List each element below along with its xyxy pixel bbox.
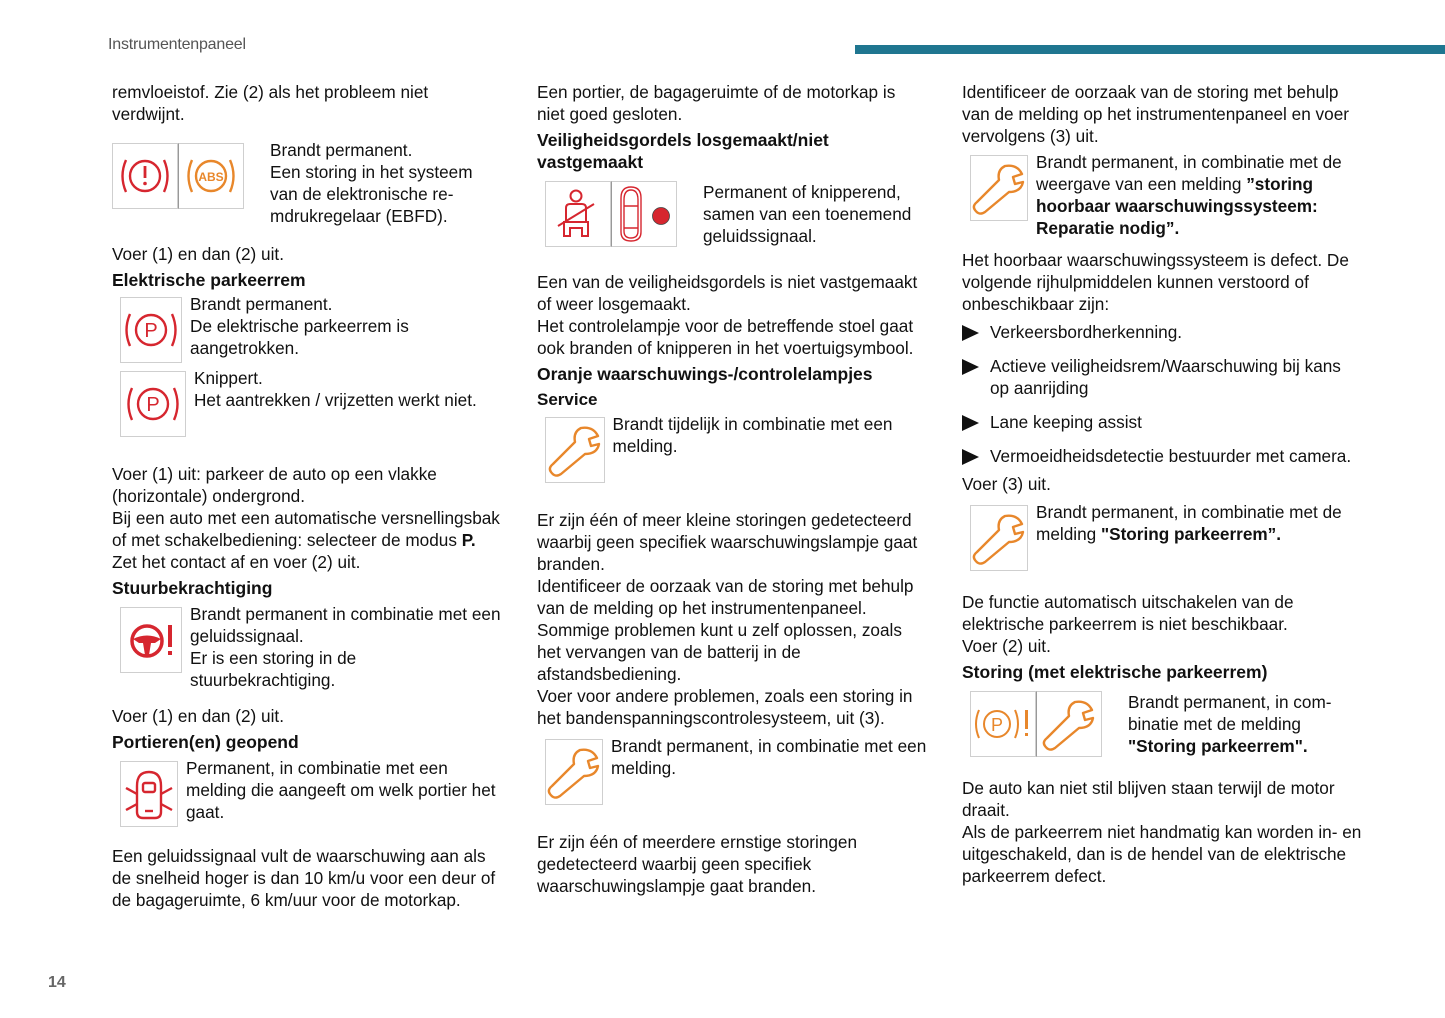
paragraph: Er zijn één of meerdere ernstige storingen gedetecteerd waarbij geen specifiek waarschuwingslampje gaat branden. [537,832,858,896]
wrench-icon [970,505,1028,571]
entry-description: Brandt tijdelijk in combinatie met een melding. [612,414,893,456]
list-item [962,445,1362,467]
paragraph: De functie automatisch uitschakelen van de elektrische parkeerrem is niet beschikbaar. [962,592,1294,634]
heading-service: Service [537,390,598,409]
paragraph: Er zijn één of meer kleine storingen gedetecteerd waarbij geen specifiek waarschuwingslampje gaat branden. [537,510,918,574]
svg-text:P: P [144,320,158,342]
bullet-triangle-icon [962,415,979,431]
entry-description: Het aantrekken / vrijzetten werkt niet. [194,390,477,410]
seatbelt-icon [545,181,611,247]
list-item-text: Vermoeidheidsdetectie bestuurder met camera. [990,446,1352,466]
paragraph: Als de parkeerrem niet handmatig kan worden in- en uitgeschakeld, dan is de hendel van de elektrische parkeerrem defect. [962,822,1362,886]
door-open-icon [120,761,178,827]
entry-status: Brandt permanent in combinatie met een geluidssignaal. [190,604,501,646]
parking-brake-fault-icon [970,691,1036,757]
entry-status: Knippert. [194,368,263,388]
entry-description: Brandt permanent, in combinatie met een melding. [611,736,927,778]
paragraph: Het hoorbaar waarschuwingssysteem is defect. De volgende rijhulpmiddelen kunnen verstoord of onbeschikbaar zijn: [962,250,1349,314]
warning-entry-service-temp [545,414,927,483]
bullet-triangle-icon [962,449,979,465]
paragraph: Voer (2) uit. [962,636,1051,656]
warning-entry-steering [120,604,502,691]
entry-description: Brandt permanent, in combinatie met de melding [1036,502,1342,544]
column-2 [537,81,927,901]
header-accent-bar [855,45,1445,54]
wrench-icon [970,155,1028,221]
paragraph: Zet het contact af en voer (2) uit. [112,552,361,572]
entry-description: De elektrische parkeerrem is aangetrokken. [190,316,409,358]
paragraph: De auto kan niet stil blijven staan terwijl de motor draait. [962,778,1335,820]
parking-brake-icon [120,371,186,437]
message-text: "Storing parkeerrem". [1128,736,1308,756]
entry-status: Brandt permanent. [190,294,333,314]
steering-warning-icon [120,607,182,673]
warning-entry-parking-on [120,294,502,363]
paragraph [112,507,502,551]
warning-entry-parking-blink [120,368,502,437]
paragraph: Een geluidssignaal vult de waarschuwing aan als de snelheid hoger is dan 10 km/u voor een deur of de bagageruimte, 6 km/uur voor de motorkap. [112,846,496,910]
svg-text:P: P [146,394,160,416]
paragraph: Een portier, de bagageruimte of de motorkap is niet goed gesloten. [537,82,896,124]
entry-status: Brandt permanent. [270,140,413,160]
parking-brake-icon [120,297,182,363]
entry-description: Een storing in het systeem van de elektronische re-mdrukregelaar (EBFD). [270,162,473,226]
entry-description: Permanent of knipperend, samen van een toenemend geluidssignaal. [703,182,912,246]
wrench-icon [545,739,603,805]
paragraph: Voer (1) en dan (2) uit. [112,244,284,264]
message-text: "Storing parkeerrem”. [1100,524,1282,544]
paragraph: Het controlelampje voor de betreffende stoel gaat ook branden of knipperen in het voertuigsymbool. [537,316,914,358]
bullet-triangle-icon [962,325,979,341]
warning-entry-doors [120,758,502,827]
warning-entry-service-perm [545,736,927,805]
affected-systems-list [962,321,1362,467]
warning-entry-electric-parkbrake-fault [970,691,1362,757]
list-item [962,411,1362,433]
paragraph: Voer voor andere problemen, zoals een storing in het bandenspanningscontrolesysteem, uit (3). [537,686,913,728]
section-title: Instrumentenpaneel [108,36,246,53]
heading-seatbelts: Veiligheidsgordels losgemaakt/niet vastgemaakt [537,130,829,172]
paragraph: Voer (3) uit. [962,474,1051,494]
list-item-text: Actieve veiligheidsrem/Waarschuwing bij kans op aanrijding [990,356,1341,398]
abs-icon [178,143,244,209]
text: Bij een auto met een automatische versnellingsbak of met schakelbediening: selecteer de modus [112,508,500,550]
paragraph: Identificeer de oorzaak van de storing met behulp van de melding op het instrumentenpaneel. [537,576,914,618]
entry-description: Brandt permanent, in com-binatie met de melding [1128,692,1332,734]
column-3 [962,81,1362,891]
list-item-text: Verkeersbordherkenning. [990,322,1183,342]
heading-parking-brake: Elektrische parkeerrem [112,270,306,290]
warning-entry-seatbelts [545,181,927,247]
paragraph: Identificeer de oorzaak van de storing met behulp van de melding op het instrumentenpaneel en voer vervolgens (3) uit. [962,82,1349,146]
list-item [962,321,1362,343]
svg-text:P: P [990,715,1004,735]
text-bold: P. [461,530,476,550]
warning-entry-ebfd [112,140,502,227]
warning-entry-parkbrake-fault [970,502,1362,571]
brake-warning-icon [112,143,178,209]
paragraph: remvloeistof. Zie (2) als het probleem niet verdwijnt. [112,82,429,124]
warning-entry-acoustic [970,152,1362,239]
wrench-icon [545,417,605,483]
heading-doors: Portieren(en) geopend [112,732,299,752]
heading-steering: Stuurbekrachtiging [112,578,273,598]
page-number: 14 [48,974,66,991]
list-item-text: Lane keeping assist [990,412,1142,432]
vehicle-seat-indicator-icon [611,181,677,247]
paragraph: Een van de veiligheidsgordels is niet vastgemaakt of weer losgemaakt. [537,272,918,314]
list-item [962,355,1362,399]
svg-text:ABS: ABS [198,170,224,184]
message-text: ”storing hoorbaar waarschuwingssysteem: Reparatie nodig”. [1036,174,1318,238]
entry-description: Er is een storing in de stuurbekrachtiging. [190,648,357,690]
paragraph: Voer (1) en dan (2) uit. [112,706,284,726]
paragraph: Voer (1) uit: parkeer de auto op een vlakke (horizontale) ondergrond. [112,464,437,506]
wrench-icon [1036,691,1102,757]
entry-description: Brandt permanent, in combinatie met de weergave van een melding [1036,152,1342,194]
bullet-triangle-icon [962,359,979,375]
entry-description: Permanent, in combinatie met een melding die aangeeft om welk portier het gaat. [186,758,496,822]
heading-parkbrake-fault: Storing (met elektrische parkeerrem) [962,662,1268,682]
heading-orange-lamps: Oranje waarschuwings-/controlelampjes [537,364,873,384]
column-1 [112,81,502,915]
paragraph: Sommige problemen kunt u zelf oplossen, zoals het vervangen van de batterij in de afstandsbediening. [537,620,902,684]
